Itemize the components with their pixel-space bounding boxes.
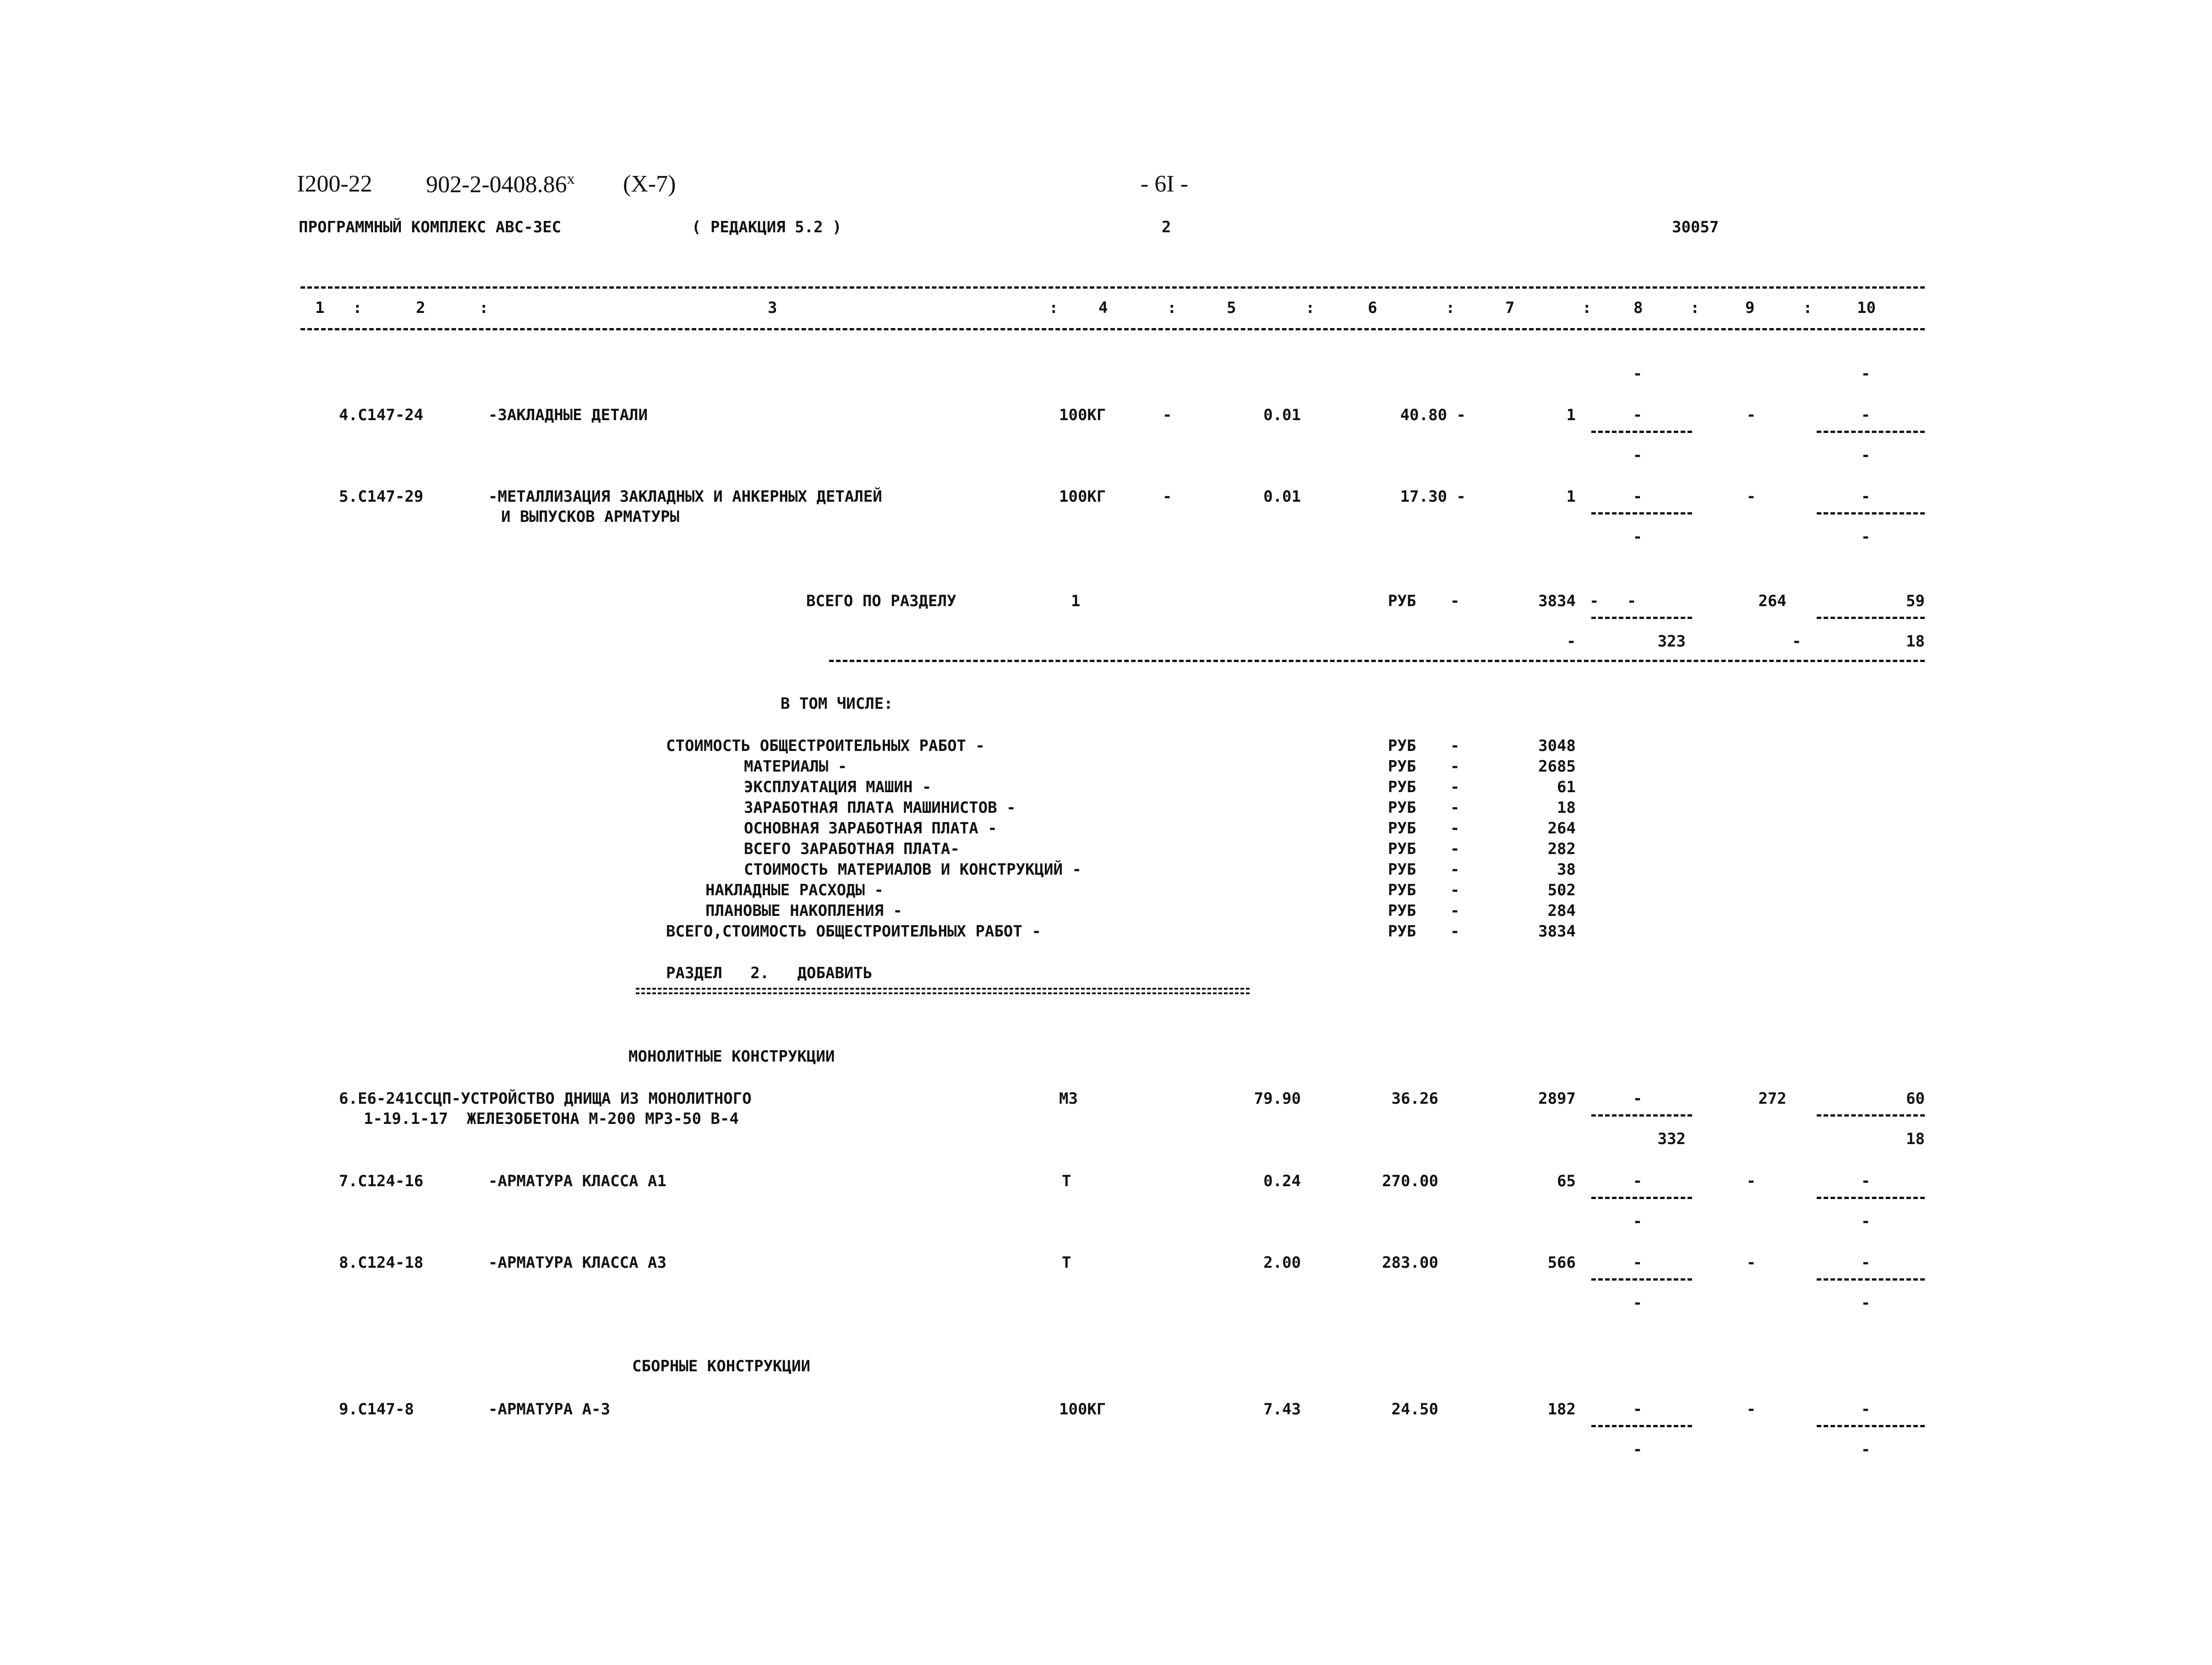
edition: ( РЕДАКЦИЯ 5.2 ) xyxy=(692,218,842,236)
software-name: ПРОГРАММНЫЙ КОМПЛЕКС АВС-ЗЕС xyxy=(299,218,562,236)
breakdown-value: 3048 xyxy=(1538,737,1576,755)
row6-c8-rule xyxy=(1591,1114,1692,1117)
section-total-currency: РУБ xyxy=(1388,592,1416,610)
row4-c9: - xyxy=(1746,406,1756,424)
section-total-c10-bottom: 18 xyxy=(1906,632,1925,651)
row5-c10: - xyxy=(1861,487,1871,506)
project-code-text: 902-2-0408.86 xyxy=(426,171,567,198)
breakdown-currency: РУБ xyxy=(1388,799,1416,817)
row8-price: 283.00 xyxy=(1382,1254,1438,1272)
col-4: 4 xyxy=(1098,299,1108,317)
row8-name: -АРМАТУРА КЛАССА А3 xyxy=(488,1254,666,1272)
breakdown-value: 282 xyxy=(1547,840,1576,858)
col-7: 7 xyxy=(1505,299,1515,317)
row6-c8-bottom: 332 xyxy=(1657,1130,1686,1148)
row6-price: 36.26 xyxy=(1391,1090,1438,1108)
breakdown-dash: - xyxy=(1450,799,1460,817)
page-number: - 6I - xyxy=(1141,171,1188,197)
row7-c8-bottom: - xyxy=(1633,1212,1643,1231)
breakdown-value: 18 xyxy=(1557,799,1576,817)
breakdown-label: СТОИМОСТЬ МАТЕРИАЛОВ И КОНСТРУКЦИЙ - xyxy=(744,860,1081,879)
row6-code: 6.Е6-241ССЦП-УСТРОЙСТВО ДНИЩА ИЗ МОНОЛИТНОГО xyxy=(339,1090,752,1108)
row9-c8-rule xyxy=(1591,1425,1692,1427)
row4-total: 1 xyxy=(1566,406,1576,424)
row9-c8-bottom: - xyxy=(1633,1440,1643,1459)
row5-price: 17.30 - xyxy=(1400,487,1466,506)
row4-unit: 100КГ xyxy=(1059,406,1106,424)
header-rule-bottom xyxy=(300,328,1925,330)
breakdown-label: ОСНОВНАЯ ЗАРАБОТНАЯ ПЛАТА - xyxy=(744,819,997,838)
col-separator: : xyxy=(1305,299,1315,317)
row9-c9: - xyxy=(1746,1400,1756,1419)
breakdown-label: ЭКСПЛУАТАЦИЯ МАШИН - xyxy=(744,778,932,796)
breakdown-value: 3834 xyxy=(1538,922,1576,941)
row5-c9: - xyxy=(1746,487,1756,506)
section-total-c8: - - xyxy=(1589,592,1637,610)
col-9: 9 xyxy=(1745,299,1755,317)
row4-c8-rule xyxy=(1591,431,1692,433)
row5-total: 1 xyxy=(1566,487,1576,506)
row8-c8: - xyxy=(1633,1254,1643,1272)
row5-name-line1: -МЕТАЛЛИЗАЦИЯ ЗАКЛАДНЫХ И АНКЕРНЫХ ДЕТАЛЕЙ xyxy=(488,487,882,506)
row8-c10-bottom: - xyxy=(1861,1294,1871,1312)
row8-c8-bottom: - xyxy=(1633,1294,1643,1312)
breakdown-value: 38 xyxy=(1557,860,1576,879)
row5-unit: 100КГ xyxy=(1059,487,1106,506)
section2-double-rule xyxy=(636,988,1250,994)
breakdown-currency: РУБ xyxy=(1388,922,1416,941)
col-separator: : xyxy=(1446,299,1455,317)
col-separator: : xyxy=(1582,299,1592,317)
row5-c5-dash: - xyxy=(1163,487,1172,506)
row5-c8-bottom: - xyxy=(1633,528,1643,546)
sheet-number: 2 xyxy=(1162,218,1171,236)
col-separator: : xyxy=(1803,299,1813,317)
breakdown-label: ВСЕГО ЗАРАБОТНАЯ ПЛАТА- xyxy=(744,840,960,858)
breakdown-value: 61 xyxy=(1557,778,1576,796)
section-total-c10-rule xyxy=(1817,617,1925,619)
breakdown-dash: - xyxy=(1450,737,1460,755)
header-rule-top xyxy=(300,286,1925,289)
row8-unit: Т xyxy=(1062,1254,1071,1272)
row8-total: 566 xyxy=(1547,1254,1576,1272)
breakdown-label: МАТЕРИАЛЫ - xyxy=(744,757,847,776)
row6-c10-rule xyxy=(1817,1114,1925,1117)
row7-total: 65 xyxy=(1557,1172,1576,1190)
row7-c10-rule xyxy=(1817,1197,1925,1199)
section-total-c8-bottom: 323 xyxy=(1657,632,1686,651)
project-code-superscript: х xyxy=(567,170,575,187)
row5-c8-rule xyxy=(1591,512,1692,515)
section-total-dash: - xyxy=(1450,592,1460,610)
col-2: 2 xyxy=(416,299,426,317)
section-total-c7-bottom: - xyxy=(1567,632,1576,651)
col-separator: : xyxy=(479,299,489,317)
breakdown-dash: - xyxy=(1450,757,1460,776)
breakdown-currency: РУБ xyxy=(1388,840,1416,858)
row6-code-line2: 1-19.1-17 ЖЕЛЕЗОБЕТОНА М-200 МРЗ-50 В-4 xyxy=(364,1110,739,1128)
section-total-value: 3834 xyxy=(1538,592,1576,610)
row4-c10: - xyxy=(1861,406,1871,424)
section-total-c9: 264 xyxy=(1758,592,1786,610)
row9-code: 9.С147-8 xyxy=(339,1400,414,1419)
row9-c10: - xyxy=(1861,1400,1871,1419)
col-separator: : xyxy=(1049,299,1059,317)
breakdown-dash: - xyxy=(1450,819,1460,838)
row6-qty: 79.90 xyxy=(1254,1090,1301,1108)
row5-c10-bottom: - xyxy=(1861,528,1871,546)
row6-c10-bottom: 18 xyxy=(1906,1130,1925,1148)
breakdown-currency: РУБ xyxy=(1388,860,1416,879)
breakdown-label: НАКЛАДНЫЕ РАСХОДЫ - xyxy=(705,881,884,899)
breakdown-value: 284 xyxy=(1547,902,1576,920)
row4-c5-dash: - xyxy=(1163,406,1172,424)
row5-code: 5.С147-29 xyxy=(339,487,424,506)
row9-unit: 100КГ xyxy=(1059,1400,1106,1419)
row9-total: 182 xyxy=(1547,1400,1576,1419)
breakdown-dash: - xyxy=(1450,902,1460,920)
breakdown-value: 502 xyxy=(1547,881,1576,899)
breakdown-dash: - xyxy=(1450,860,1460,879)
row5-c8: - xyxy=(1633,487,1643,506)
breakdown-value: 2685 xyxy=(1538,757,1576,776)
breakdown-currency: РУБ xyxy=(1388,902,1416,920)
row7-price: 270.00 xyxy=(1382,1172,1438,1190)
row6-c8: - xyxy=(1633,1090,1643,1108)
monolith-heading: МОНОЛИТНЫЕ КОНСТРУКЦИИ xyxy=(628,1047,835,1066)
section-total-rule xyxy=(829,660,1925,662)
row8-c10: - xyxy=(1861,1254,1871,1272)
row4-c10-rule xyxy=(1817,431,1925,433)
project-code xyxy=(426,170,575,198)
breakdown-currency: РУБ xyxy=(1388,737,1416,755)
row4-code: 4.С147-24 xyxy=(339,406,424,424)
breakdown-dash: - xyxy=(1450,881,1460,899)
section-total-c8-rule xyxy=(1591,617,1692,619)
row8-c10-rule xyxy=(1817,1278,1925,1281)
row4-c8-bottom: - xyxy=(1633,446,1643,465)
col-1: 1 xyxy=(315,299,325,317)
row4-c10-bottom: - xyxy=(1861,446,1871,465)
row5-qty: 0.01 xyxy=(1263,487,1301,506)
row9-qty: 7.43 xyxy=(1263,1400,1301,1419)
breakdown-currency: РУБ xyxy=(1388,757,1416,776)
doc-code: I200-22 xyxy=(297,171,372,197)
breakdown-dash: - xyxy=(1450,922,1460,941)
row5-name-line2: И ВЫПУСКОВ АРМАТУРЫ xyxy=(501,508,679,526)
section-total-label: ВСЕГО ПО РАЗДЕЛУ xyxy=(806,592,956,610)
row4-c10-top: - xyxy=(1861,365,1871,383)
col-8: 8 xyxy=(1633,299,1643,317)
breakdown-dash: - xyxy=(1450,778,1460,796)
row6-total: 2897 xyxy=(1538,1090,1576,1108)
breakdown-label: СТОИМОСТЬ ОБЩЕСТРОИТЕЛЬНЫХ РАБОТ - xyxy=(666,737,985,755)
row8-qty: 2.00 xyxy=(1263,1254,1301,1272)
row5-c10-rule xyxy=(1817,512,1925,515)
breakdown-value: 264 xyxy=(1547,819,1576,838)
breakdown-title: В ТОМ ЧИСЛЕ: xyxy=(781,695,893,713)
row4-c8-top: - xyxy=(1633,365,1643,383)
row7-c9: - xyxy=(1746,1172,1756,1190)
row7-unit: Т xyxy=(1062,1172,1071,1190)
col-5: 5 xyxy=(1227,299,1236,317)
section-total-c9-bottom: - xyxy=(1792,632,1802,651)
document-number: 30057 xyxy=(1672,218,1719,236)
col-3: 3 xyxy=(768,299,777,317)
row8-c8-rule xyxy=(1591,1278,1692,1281)
row9-c10-rule xyxy=(1817,1425,1925,1427)
section-total-section: 1 xyxy=(1071,592,1081,610)
breakdown-label: ЗАРАБОТНАЯ ПЛАТА МАШИНИСТОВ - xyxy=(744,799,1016,817)
variant: (X-7) xyxy=(623,171,676,197)
breakdown-dash: - xyxy=(1450,840,1460,858)
row6-unit: М3 xyxy=(1059,1090,1078,1108)
row9-c10-bottom: - xyxy=(1861,1440,1871,1459)
breakdown-label: ПЛАНОВЫЕ НАКОПЛЕНИЯ - xyxy=(705,902,902,920)
row7-name: -АРМАТУРА КЛАССА А1 xyxy=(488,1172,666,1190)
row7-c8: - xyxy=(1633,1172,1643,1190)
section2-heading: РАЗДЕЛ 2. ДОБАВИТЬ xyxy=(666,964,873,982)
row4-price: 40.80 - xyxy=(1400,406,1466,424)
col-separator: : xyxy=(1690,299,1700,317)
row9-c8: - xyxy=(1633,1400,1643,1419)
col-separator: : xyxy=(1167,299,1177,317)
row7-c10: - xyxy=(1861,1172,1871,1190)
row4-name: -ЗАКЛАДНЫЕ ДЕТАЛИ xyxy=(488,406,648,424)
prefab-heading: СБОРНЫЕ КОНСТРУКЦИИ xyxy=(632,1357,810,1375)
col-6: 6 xyxy=(1368,299,1377,317)
row9-name: -АРМАТУРА А-3 xyxy=(488,1400,611,1419)
row4-qty: 0.01 xyxy=(1263,406,1301,424)
row7-c8-rule xyxy=(1591,1197,1692,1199)
row8-c9: - xyxy=(1746,1254,1756,1272)
breakdown-currency: РУБ xyxy=(1388,881,1416,899)
row4-c8: - xyxy=(1633,406,1643,424)
row8-code: 8.С124-18 xyxy=(339,1254,424,1272)
breakdown-currency: РУБ xyxy=(1388,819,1416,838)
breakdown-currency: РУБ xyxy=(1388,778,1416,796)
row6-c9: 272 xyxy=(1758,1090,1786,1108)
row7-qty: 0.24 xyxy=(1263,1172,1301,1190)
row7-c10-bottom: - xyxy=(1861,1212,1871,1231)
section-total-c10: 59 xyxy=(1906,592,1925,610)
col-separator: : xyxy=(353,299,362,317)
col-10: 10 xyxy=(1857,299,1876,317)
row6-c10: 60 xyxy=(1906,1090,1925,1108)
row7-code: 7.С124-16 xyxy=(339,1172,424,1190)
row9-price: 24.50 xyxy=(1391,1400,1438,1419)
breakdown-label: ВСЕГО,СТОИМОСТЬ ОБЩЕСТРОИТЕЛЬНЫХ РАБОТ - xyxy=(666,922,1041,941)
